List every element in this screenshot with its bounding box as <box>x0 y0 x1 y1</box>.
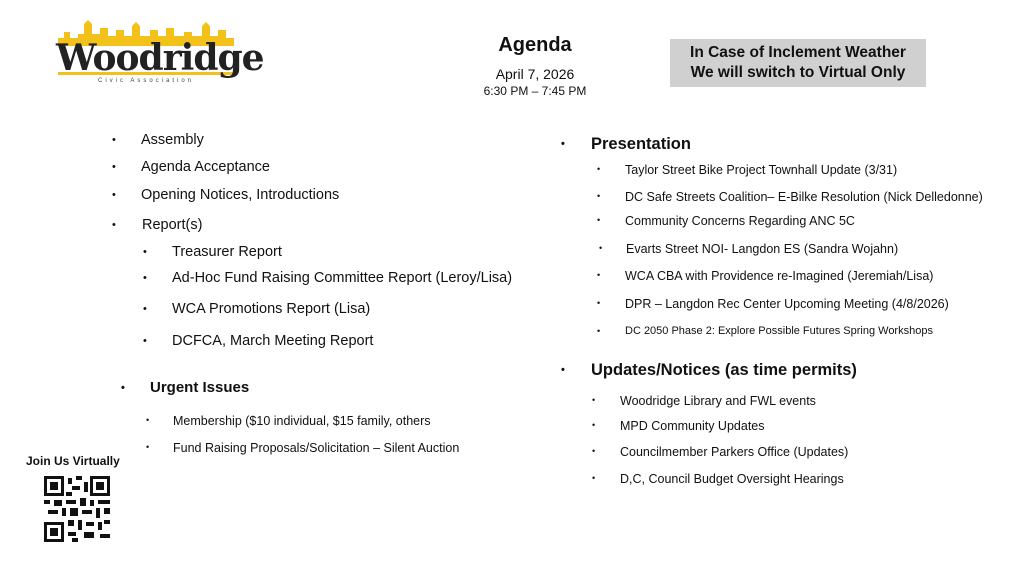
woodridge-logo <box>56 18 264 84</box>
urgent-item: • Membership ($10 individual, $15 family, others <box>146 414 431 428</box>
weather-line-1: In Case of Inclement Weather <box>690 44 906 61</box>
urgent-item: • Fund Raising Proposals/Solicitation – Silent Auction <box>146 441 460 455</box>
logo-wordmark: Woodridge <box>56 37 264 79</box>
presentation-heading: • Presentation <box>561 135 691 153</box>
qr-code-icon[interactable] <box>44 476 110 547</box>
update-item: • Councilmember Parkers Office (Updates) <box>592 445 849 459</box>
report-item: • Treasurer Report <box>143 244 282 260</box>
list-item: • Report(s) <box>112 217 203 233</box>
presentation-item: • Taylor Street Bike Project Townhall Update (3/31) <box>597 163 898 177</box>
updates-heading: • Updates/Notices (as time permits) <box>561 361 857 379</box>
weather-notice <box>670 39 926 87</box>
list-item: • Assembly <box>112 132 204 148</box>
update-item: • D,C, Council Budget Oversight Hearings <box>592 472 844 486</box>
presentation-item: • Community Concerns Regarding ANC 5C <box>597 214 855 228</box>
presentation-item: • DC Safe Streets Coalition– E-Bilke Resolution (Nick Delledonne) <box>597 190 983 204</box>
report-item: • DCFCA, March Meeting Report <box>143 333 374 349</box>
update-item: • MPD Community Updates <box>592 419 765 433</box>
report-item: • WCA Promotions Report (Lisa) <box>143 301 371 317</box>
logo-subtitle: Civic Association <box>97 78 195 84</box>
presentation-item: • Evarts Street NOI- Langdon ES (Sandra Wojahn) <box>599 242 899 256</box>
presentation-item: • WCA CBA with Providence re-Imagined (Jeremiah/Lisa) <box>597 269 934 283</box>
page-title: Agenda <box>498 34 572 56</box>
update-item: • Woodridge Library and FWL events <box>592 394 816 408</box>
weather-line-2: We will switch to Virtual Only <box>690 64 906 81</box>
list-item: • Agenda Acceptance <box>112 159 270 175</box>
meeting-time: 6:30 PM – 7:45 PM <box>483 84 587 98</box>
list-item: • Opening Notices, Introductions <box>112 187 340 203</box>
presentation-item: • DPR – Langdon Rec Center Upcoming Meeting (4/8/2026) <box>597 297 949 311</box>
urgent-issues-heading: • Urgent Issues <box>121 379 250 396</box>
report-item: • Ad-Hoc Fund Raising Committee Report (Leroy/Lisa) <box>143 270 513 286</box>
join-virtually-label: Join Us Virtually <box>26 454 120 468</box>
meeting-date: April 7, 2026 <box>495 66 575 82</box>
presentation-item: • DC 2050 Phase 2: Explore Possible Futures Spring Workshops <box>597 325 933 337</box>
